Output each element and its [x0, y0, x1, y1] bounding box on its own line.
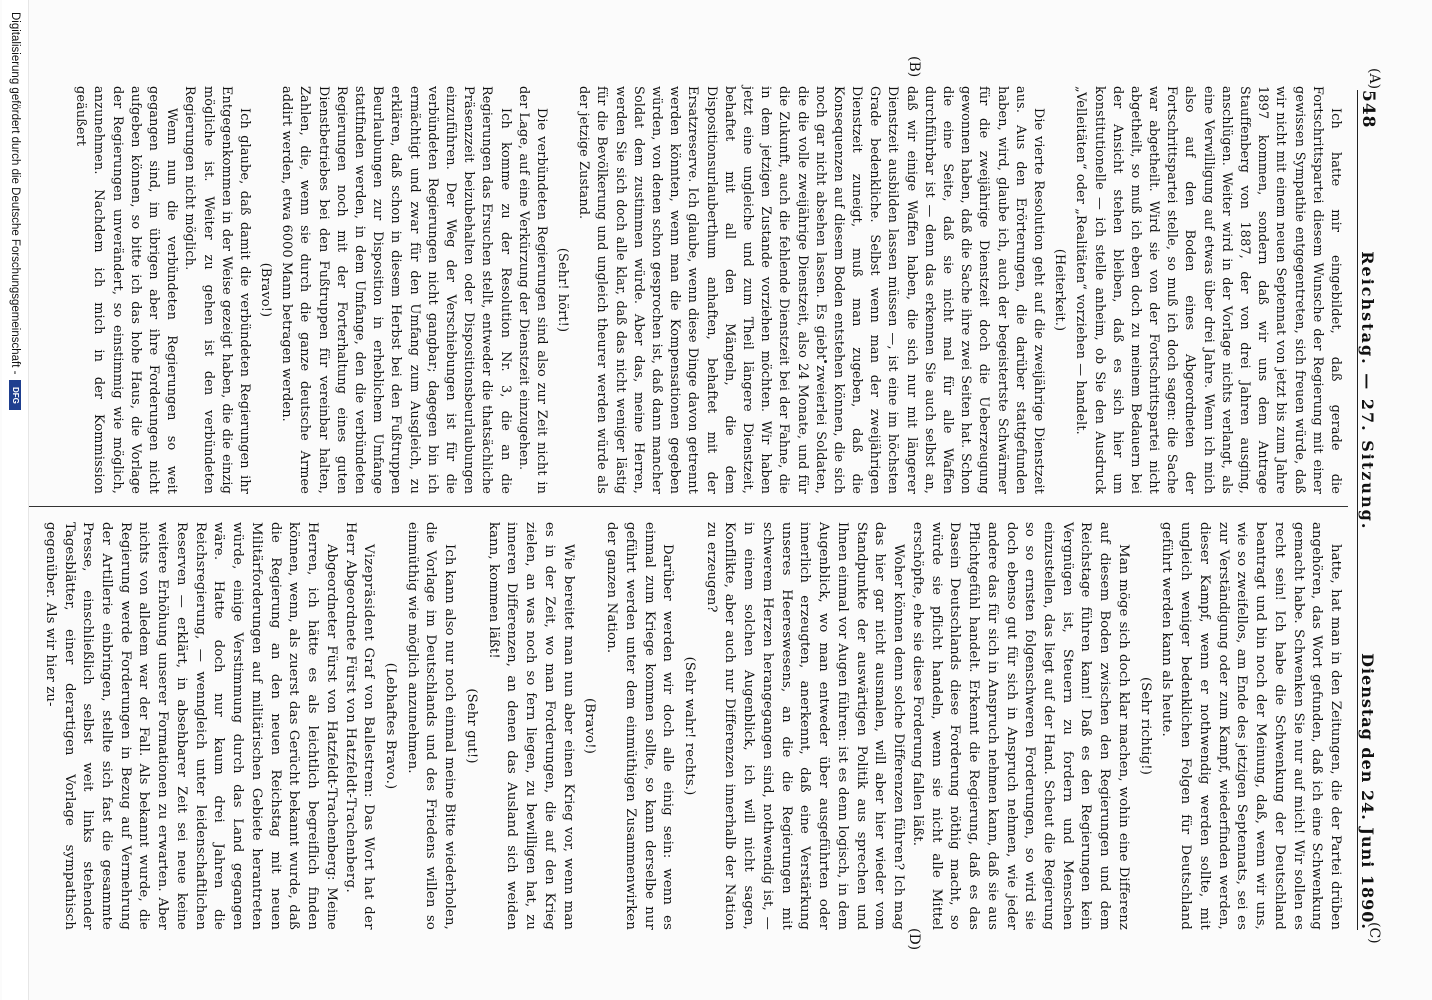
interjection: (Bravo!) [582, 697, 598, 755]
interjection: (Heiterkeit.) [1052, 248, 1068, 332]
interjection: (Sehr! hört!) [555, 247, 571, 333]
interjection: (Bravo!) [258, 262, 274, 318]
paragraph: Die verbündeten Regierungen sind also zur Zeit nicht in der Lage, auf eine Verkürzung der Dienstzeit einzugehen. [515, 86, 549, 494]
interjection: (Lebhaftes Bravo.) [383, 662, 399, 790]
digitization-footer [2, 0, 29, 1000]
right-column [40, 522, 1344, 930]
paragraph: Ich kann also nur noch einmal meine Bitte wiederholen, die Vorlage im Deutschlands und des Friedens willen so einmüthig wie möglich anzunehmen. [404, 522, 458, 930]
margin-marker-c: (C) [1366, 922, 1382, 944]
margin-marker-d: (D) [906, 928, 922, 951]
paragraph: Darüber werden wir doch alle einig sein: wenn es einmal zum Kriege kommen sollte, so kann derselbe nur geführt werden unter dem einmüthigen Zusammenwirken der ganzen Nation. [604, 522, 676, 930]
margin-marker-a: (A) [1366, 68, 1382, 90]
left-column [71, 86, 1344, 494]
interjection: (Sehr gut!) [463, 688, 479, 764]
paragraph: Ich hatte mir eingebildet, daß gerade die Fortschrittspartei diesem Wunsche der Regierung mit einer gewissen Sympathie entgegentreten, sich freuen würde, daß wir nicht mit einem neuen Septennat von jetzt bis zum Jahre 1897 kommen, sondern daß wir uns dem Antrage Stauffenberg von 1887, der von drei Jahren ausging, anschlügen. Weiter wird in der Vorlage nichts verlangt, als eine Verwilligung auf etwas über drei Jahre. Wenn ich mich also auf den Boden eines Abgeordneten der Fortschrittspartei stelle, so muß ich doch sagen: die Sache war abgetheilt. Wird sie von der Fortschrittspartei nicht abgetheilt, so muß ich eben doch zu meinem Bedauern bei der Ansicht stehen bleiben, daß es sich hier um konstitutionelle — ich stelle anheim, ob Sie den Ausdruck „Velleitäten“ oder „Realitäten“ vorziehen — handelt. [1073, 86, 1343, 494]
paragraph: Abgeordneter Fürst von Hatzfeldt-Trachenberg: Meine Herren, ich hätte es als leichtlich begreiflich finden können, wenn, als zuerst das Gerücht bekannt wurde, daß die Regierung an den neuen Reichstag mit neuen Militärforderungen auf militärischen Gebiete herantreten würde, einige Verstimmung durch das Land gegangen wäre. Hatte doch nur kaum drei Jahren die Reichsregierung, — wenngleich unter leidenschaftlichen Reserven — erklärt, in absehbarer Zeit sei neue keine weitere Erhöhung unserer Formationen zu erwarten. Aber nichts von alledem war der Fall. Als bekannt wurde, die Regierung werde Forderungen in Bezug auf Vermehrung der Artillerie einbringen, stellte sich fast die gesammte Presse, einschließlich selbst weit links stehender Tagesblätter, einer derartigen Vorlage sympathisch gegenüber. Als wir hier zu- [42, 522, 339, 930]
session-date: Dienstag den 24. Juni 1890. [1358, 653, 1377, 930]
interjection: (Sehr wahr! rechts.) [682, 656, 698, 796]
speaker-paragraph: Vizepräsident Graf von Ballestrem: Das Wort hat der Herr Abgeordnete Fürst von Hatzfeldt-Trachenberg. [342, 522, 377, 930]
paragraph: Die vierte Resolution geht auf die zweijährige Dienstzeit aus. Aus den Erörterungen, die darüber stattgefunden haben, wird, glaube ich, auch der begeistertste Schwärmer für die zweijährige Dienstzeit doch die Ueberzeugung gewonnen haben, daß die Sache ihre zwei Seiten hat. Schon die eine Seite, daß sie nicht mal für alle Waffen durchführbar ist — denn das erkennen Sie auch selbst an, daß wir einige Waffen haben, die sich nur mit längerer Dienstzeit ausbilden lassen müssen —, ist eine im höchsten Grade bedenkliche. Selbst wenn man der zweijährigen Dienstzeit zuneigt, muß man zugeben, daß die Konsequenzen auf diesem Boden entstehen können, die sich noch gar nicht absehen lassen. Es giebt zweierlei Soldaten, die die volle zweijährige Dienstzeit, also 24 Monate, und für die Zukunft, auch die fehlende Dienstzeit bei der Fahne, die in dem jetzigen Zustande vorziehen möchten. Wir haben jetzt eine ungleiche und zum Theil längere Dienstzeit, behaftet mit all den Mängeln, die dem Dispositionsurlauberthum anhaften, behaftet mit der Ersatzreserve. Ich glaube, wenn diese Dinge davon getrennt werden könnten, wenn man die Kompensationen gegeben würden, von denen schon gesprochen ist, daß dann mancher Soldat dem zustimmen würde. Aber das, meine Herren, werden Sie sich doch alle klar, daß das nicht weniger lästig für die Bevölkerung und ungleich theurer werden würde als der jetzige Zustand. [576, 86, 1046, 494]
footer-credit: Digitalisierung gefördert durch die Deutsche Forschungsgemeinschaft - [9, 12, 21, 375]
dfg-logo: DFG [9, 380, 21, 410]
paragraph: hatte, hat man in den Zeitungen, die der Partei drüben angehören, das Wort gefunden, daß ich eine Schwenkung gemacht habe. Schwenken Sie nur auf mich! Wir sollen es recht sein! Ich habe die Schwenkung der Deutschland beantragt und bin noch der Meinung, daß, wenn wir uns, wie so zweifellos, am Ende des jetzigen Septennats, sei es zur Verständigung oder zum Kampf, wiederfinden werden, dieser Kampf, wenn er nothwendig werden sollte, mit ungleich weniger bedenklichen Folgen für Deutschland geführt werden kann als heute. [1159, 522, 1343, 930]
paragraph: Woher können denn solche Differenzen führen? Ich mag das hier gar nicht ausmalen, will aber hier wieder vom Standpunkte der auswärtigen Politik aus sprechen und Ihnen einmal vor Augen führen: ist es denn logisch, in dem Augenblick, wo man entweder über ausgeführten oder innerlich erzeugten, anerkennt, daß eine Verstärkung unseres Heereswesens, an die die Regierungen mit schwerem Herzen herangegangen sind, nothwendig ist, — in einem solchen Augenblick, ich will nicht sagen, Konflikte, aber auch nur Differenzen innerhalb der Nation zu erzeugen? [703, 522, 907, 930]
page-number: 548 [1358, 90, 1378, 129]
page-header [1357, 90, 1390, 930]
interjection: (Sehr richtig!) [1137, 676, 1153, 776]
column-divider [8, 506, 1348, 507]
paragraph: Ich glaube, daß damit die verbündeten Regierungen ihr Entgegenkommen in der Weise gezeigt haben, die die einzig mögliche ist. Weiter zu gehen ist den verbündeten Regierungen nicht möglich. [182, 86, 252, 494]
margin-marker-b: (B) [906, 56, 922, 78]
paragraph: Ich komme zu der Resolution Nr. 3, die an die Regierungen das Ersuchen stellt, entweder die thatsächliche Präsenzzeit beizubehalten oder Dispositionsbeurlaubungen einzuführen. Der Weg der Verschiebungen ist für die verbündeten Regierungen nicht gangbar; dagegen bin ich ermächtigt und zwar für den Umfang zum Ausgleich, zu erklären, daß schon in diesem Herbst bei den Fußtruppen Beurlaubungen zur Disposition in erheblichem Umfange stattfinden werden, in dem Umfange, den die verbündeten Regierungen noch mit der Forterhaltung eines guten Dienstbetriebes bei den Fußtruppen für vereinbar halten, Zahlen, die, wenn sie durch die ganze deutsche Armee addirt werden, etwa 6000 Mann betragen werden. [279, 86, 513, 494]
paragraph: Man möge sich doch klar machen, wohin eine Differenz auf diesem Boden zwischen den Regierungen und dem Reichstage führen kann! Daß es den Regierungen kein Vergnügen ist, Steuern zu fordern und Menschen einzustellen, das liegt auf der Hand. Scheut die Regierung so so ernsten folgenschweren Forderungen, so wird sie doch ebenso gut für sich in Anspruch nehmen, wie jeder andere das für sich in Anspruch nehmen kann, daß sie aus Pflichtgefühl handelt. Erkennt die Regierung, daß es das Dasein Deutschlands diese Forderung nöthig macht, so würde sie pflicht handeln, wenn sie nicht alle Mittel erschöpfte, ehe sie diese Forderung fallen läßt. [909, 522, 1131, 930]
page-title: Reichstag. — 27. Sitzung. [1358, 251, 1377, 531]
paragraph: Wenn nun die verbündeten Regierungen so weit gegangen sind, im übrigen aber ihre Forderungen nicht aufgeben können, so bitte ich das hohe Haus, die Vorlage der Regierungen unverändert, so einstimmig wie möglich, anzunehmen. Nachdem ich mich in der Kommission geäußert [73, 86, 180, 494]
paragraph: Wie bereitet man nun aber einen Krieg vor, wenn man es in der Zeit, wo man Forderungen, die auf den Krieg zielen, an was noch so fern liegen, zu bewilligen hat, zu inneren Differenzen, an denen das Ausland sich weiden kann, kommen läßt! [485, 522, 576, 930]
